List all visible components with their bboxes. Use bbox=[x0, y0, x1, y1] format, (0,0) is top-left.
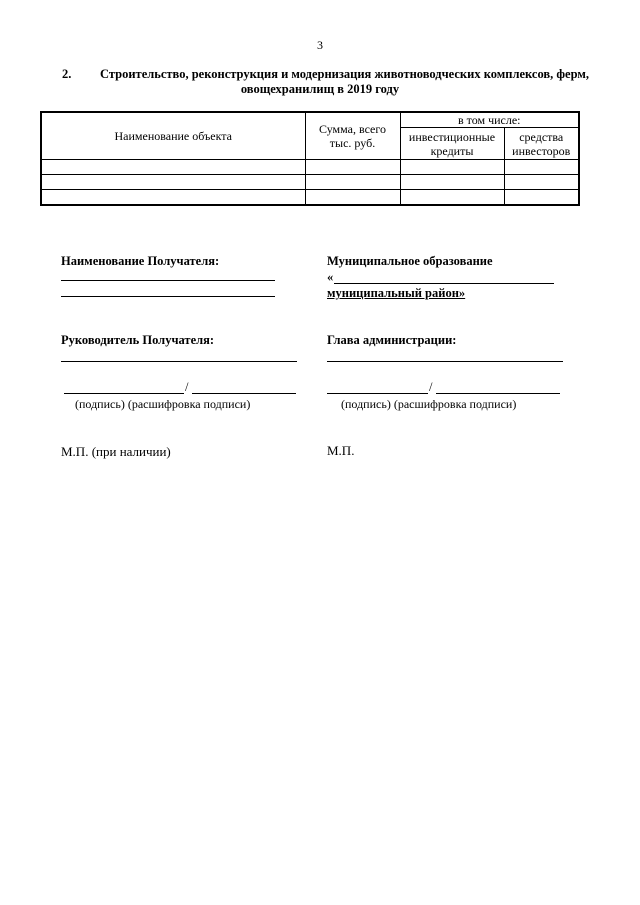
table-cell[interactable] bbox=[41, 190, 305, 206]
head-name-line[interactable] bbox=[61, 361, 297, 362]
table-cell[interactable] bbox=[41, 175, 305, 190]
right-signature-caption: (подпись) (расшифровка подписи) bbox=[341, 397, 517, 411]
table-cell[interactable] bbox=[400, 160, 504, 175]
admin-head-label: Глава администрации: bbox=[327, 333, 457, 347]
left-stamp: М.П. (при наличии) bbox=[61, 444, 171, 459]
table-row bbox=[41, 175, 579, 190]
table-cell[interactable] bbox=[504, 190, 579, 206]
recipient-name-line-1[interactable] bbox=[61, 280, 275, 281]
section-title-line2: овощехранилищ в 2019 году bbox=[240, 82, 400, 96]
table-cell[interactable] bbox=[305, 190, 400, 206]
header-total-sum: Сумма, всего тыс. руб. bbox=[305, 112, 400, 160]
page-number: 3 bbox=[317, 38, 323, 52]
section-number: 2. bbox=[62, 67, 72, 81]
left-signature-line[interactable] bbox=[64, 393, 184, 394]
head-label: Руководитель Получателя: bbox=[61, 333, 215, 347]
recipient-name-label: Наименование Получателя: bbox=[61, 254, 220, 268]
header-including: в том числе: bbox=[400, 112, 579, 128]
table-row bbox=[41, 160, 579, 175]
header-investor-funds: средства инвесторов bbox=[504, 128, 579, 160]
right-signature-line[interactable] bbox=[327, 393, 428, 394]
recipient-name-line-2[interactable] bbox=[61, 296, 275, 297]
right-signature-slash: / bbox=[429, 380, 433, 394]
table-cell[interactable] bbox=[305, 175, 400, 190]
municipality-name-line[interactable] bbox=[334, 283, 554, 284]
header-investment-credits: инвестиционные кредиты bbox=[400, 128, 504, 160]
municipality-label: Муниципальное образование bbox=[327, 254, 493, 268]
table-cell[interactable] bbox=[41, 160, 305, 175]
table-cell[interactable] bbox=[305, 160, 400, 175]
quote-open: « bbox=[327, 270, 334, 284]
left-decryption-line[interactable] bbox=[192, 393, 296, 394]
left-signature-slash: / bbox=[185, 380, 189, 394]
table-cell[interactable] bbox=[400, 190, 504, 206]
left-signature-caption: (подпись) (расшифровка подписи) bbox=[75, 397, 251, 411]
table-cell[interactable] bbox=[504, 175, 579, 190]
district-label: муниципальный район» bbox=[327, 286, 466, 300]
table-row bbox=[41, 190, 579, 206]
table-cell[interactable] bbox=[504, 160, 579, 175]
table-cell[interactable] bbox=[400, 175, 504, 190]
right-decryption-line[interactable] bbox=[436, 393, 560, 394]
header-object-name: Наименование объекта bbox=[41, 112, 305, 160]
admin-head-name-line[interactable] bbox=[327, 361, 563, 362]
section-title-line1: Строительство, реконструкция и модернизация животноводческих комплексов, ферм, bbox=[100, 67, 590, 81]
right-stamp: М.П. bbox=[327, 443, 355, 458]
investment-table bbox=[40, 111, 580, 206]
